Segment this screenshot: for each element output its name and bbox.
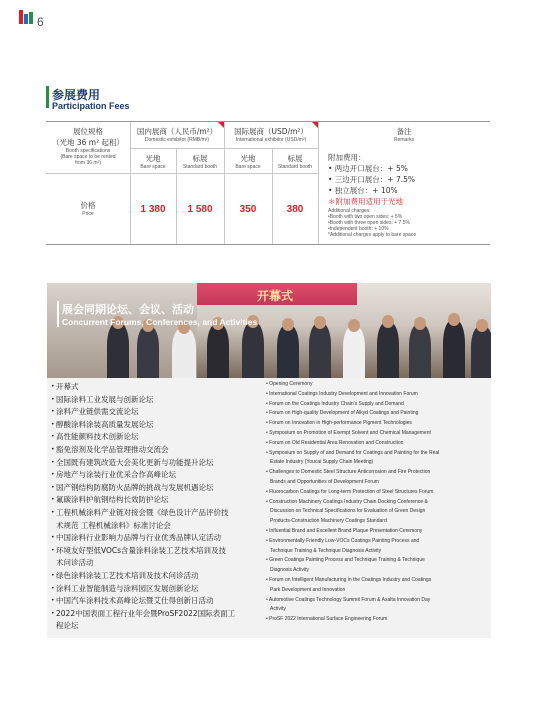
list-item: • Symposium on Supply of and Demand for Coatings and Painting for the Real — [266, 449, 440, 456]
list-item: • 豁免溶剂及化学品管理推动交流会 — [51, 445, 169, 454]
fees-title-en: Participation Fees — [52, 101, 130, 111]
list-item: • 国产钢结构防腐防火品牌的挑战与发展机遇论坛 — [51, 482, 214, 492]
list-item: • 开幕式 — [51, 382, 79, 391]
list-item: • Forum on Intelligent Manufacturing in the Coatings Industry and Coatings — [266, 577, 432, 583]
list-item-continued: Discussion on Technical Specifications for Evaluation of Green Design — [270, 508, 426, 515]
title-accent-bar — [57, 301, 59, 327]
spec-header: 展位规格 （光地 36 m² 起租） Booth specifications (Bare space to be rented from 36 m²) — [51, 127, 124, 166]
price-intl-standard: 380 — [286, 204, 304, 215]
intl-bare-header: 光地 Bare space — [235, 154, 261, 170]
list-item: • Opening Ceremony — [266, 381, 313, 387]
international-header: 国际展商（USD/m²） International exhibitor (USD/m²) — [234, 127, 308, 143]
list-item: • 绿色涂料涂装工艺技术培训及技术问诊活动 — [51, 571, 199, 580]
remarks-content: 附加费用： • 两边开口展台：+ 5% • 三边开口展台：+ 7.5% • 独立展台：+ 10% ＊附加费用适用于光地 Additional charges: •Booth with two open sides: + 5% •Booth with three open sides: + 7.5% •Independent booth: + 10% *Additional charges apply to bare space — [328, 153, 417, 238]
price-domestic-bare: 1 380 — [140, 204, 166, 215]
list-item: • Forum on Innovation in High-performance Pigment Technologies — [266, 420, 412, 427]
list-item-continued: Brands and Opportunities of Development Forum — [270, 479, 379, 485]
list-item-continued: 术问诊活动 — [56, 558, 94, 568]
list-item: • Influential Brand and Excellent Brand Plaque Presentation Ceremony — [266, 528, 423, 534]
domestic-standard-header: 标展 Standard booth — [182, 154, 218, 170]
list-item-continued: 术规范 工程机械涂料》标准讨论会 — [56, 520, 171, 530]
list-item: • 国际涂料工业发展与创新论坛 — [51, 394, 154, 404]
list-item: • 涂料工业智能制造与涂料园区发展创新论坛 — [51, 583, 199, 593]
list-item: • Forum on High-quality Development of Alkyd Coatings and Painting — [266, 410, 419, 417]
forums-list-en — [263, 378, 491, 638]
list-item: • Construction Machinery Coatings Industry Chain Docking Conference & — [266, 498, 428, 505]
list-item: • 氟碳涂料护航钢结构长效防护论坛 — [51, 495, 169, 505]
list-item: • Forum on the Coatings Industry Chain's Supply and Demand — [266, 400, 404, 407]
fees-title-cn: 参展费用 — [52, 88, 101, 102]
opening-ceremony-photo — [47, 283, 491, 378]
forums-title-cn: 展会同期论坛、会议、活动 — [62, 303, 194, 316]
brand-logo-icon — [19, 10, 33, 24]
forums-list-cn — [47, 378, 263, 638]
intl-standard-header: 标展 Standard booth — [277, 154, 313, 170]
list-item-continued: Park Development and Innovation — [270, 586, 346, 593]
price-domestic-standard: 1 580 — [187, 204, 213, 215]
list-item: • ProSF 2022 International Surface Engineering Forum — [266, 616, 388, 623]
list-item: • Forum on Old Residential Area Renovation and Construction — [266, 439, 404, 446]
list-item: • 房地产与涂装行业优采合作高峰论坛 — [51, 470, 176, 480]
list-item: • 醇酸涂料涂装高质量发展论坛 — [51, 419, 154, 429]
forums-title-en: Concurrent Forums, Conferences, and Activities — [62, 317, 258, 327]
list-item: • Green Coatings Painting Process and Technique Training & Technique — [266, 557, 425, 564]
list-item-continued: Activity — [270, 606, 286, 613]
list-item: • 环境友好型低VOCs含量涂料涂装工艺技术培训及技 — [51, 545, 227, 555]
list-item: • 中国涂料行业影响力品牌与行业优秀品牌认定活动 — [51, 533, 221, 543]
remarks-header: 备注 Remarks — [393, 127, 414, 143]
list-item: • International Coatings Industry Development and Innovation Forum — [266, 390, 418, 397]
list-item: • 涂料产业链供需交流论坛 — [51, 407, 139, 417]
fees-table — [46, 121, 490, 245]
list-item-continued: Products-Construction Machinery Coatings Standard — [270, 518, 387, 525]
price-intl-bare: 350 — [239, 204, 257, 215]
page-number: 6 — [37, 15, 44, 29]
list-item: • 中国汽车涂料技术高峰论坛暨艾仕得创新日活动 — [51, 596, 214, 606]
list-item: • Environmentally Friendly Low-VOCs Coatings Painting Process and — [266, 537, 420, 544]
list-item: • Fluorocarbon Coatings for Long-term Protection of Steel Structures Forum — [266, 488, 434, 495]
section-accent-bar — [46, 86, 49, 108]
domestic-header: 国内展商（人民币/m²） Domestic exhibitor (RMB/m²) — [136, 127, 218, 143]
list-item-continued: 程论坛 — [56, 621, 79, 631]
list-item: • 工程机械涂料产业链对接会暨《绿色设计产品评价技 — [51, 508, 229, 517]
list-item: • Symposium on Promotion of Exempt Solvent and Chemical Management — [266, 430, 431, 436]
price-label: 价格 Price — [80, 201, 96, 217]
list-item-continued: Diagnosis Activity — [270, 567, 309, 574]
domestic-bare-header: 光地 Bare space — [140, 154, 166, 170]
list-item: • 2022中国表面工程行业年会暨ProSF2022国际表面工 — [51, 608, 236, 618]
stage-banner: 开幕式 — [197, 283, 357, 305]
list-item: • Automotive Coatings Technology Summit Forum & Axalta Innovation Day — [266, 596, 431, 603]
list-item-continued: Technique Training & Technique Diagnosis Activity — [270, 547, 382, 554]
list-item: • 高性能颜料技术创新论坛 — [51, 432, 139, 442]
list-item: • 全国既有建筑改造大会美化更新与功能提升论坛 — [51, 457, 214, 467]
list-item: • Challenges to Domestic Steel Structure Anticorrosion and Fire Protection — [266, 469, 431, 476]
list-item-continued: Estate Industry (Youcai Supply Chain Meeting) — [270, 459, 374, 466]
